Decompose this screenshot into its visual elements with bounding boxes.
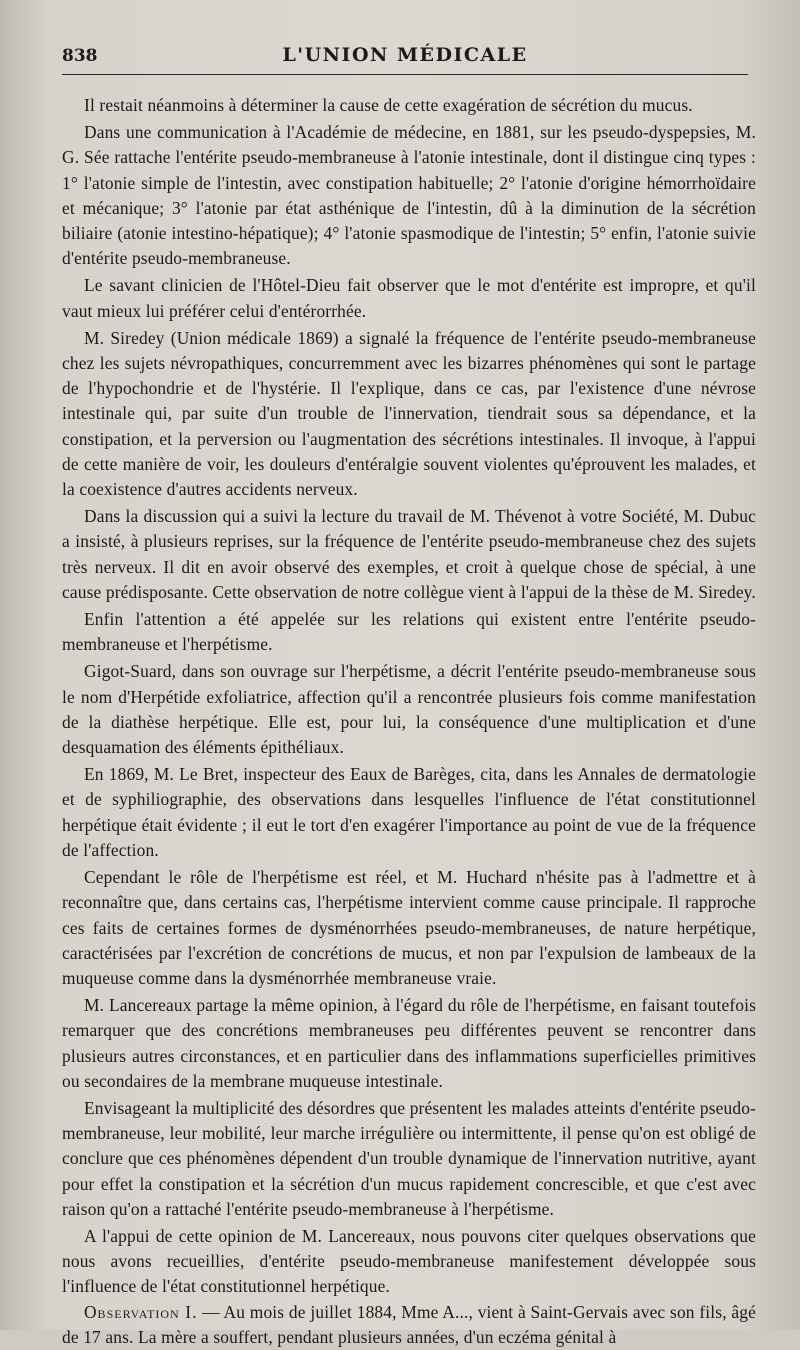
paragraph: En 1869, M. Le Bret, inspecteur des Eaux de Barèges, cita, dans les Annales de dermatologie et de syphiliographie, des observations dans lesquelles l'influence de l'état constitutionnel herpétique était évidente ; il eut le tort d'en exagérer l'importance au point de vue de la fréquence de l'affection.	[62, 764, 756, 860]
paragraph: Gigot-Suard, dans son ouvrage sur l'herpétisme, a décrit l'entérite pseudo-membraneuse sous le nom d'Herpétide exfoliatrice, affection qu'il a rencontrée plusieurs fois comme manifestation de la diathèse herpétique. Elle est, pour lui, la conséquence d'une multiplication et d'une desquamation des éléments épithéliaux.	[62, 661, 756, 758]
observation-text: — Au mois de juillet 1884, Mme A..., vient à Saint-Gervais avec son fils, âgé de 17 ans. La mère a souffert, pendant plusieurs années, d'un eczéma génital à	[62, 1301, 757, 1347]
paragraph: Il restait néanmoins à déterminer la cause de cette exagération de sécrétion du mucus.	[84, 95, 693, 115]
paragraph: M. Siredey (Union médicale 1869) a signalé la fréquence de l'entérite pseudo-membraneuse chez les sujets névropathiques, concurremment avec les bizarres phénomènes qui sont le partage de l'hypochondrie et de l'hystérie. Il l'explique, dans ce cas, par l'existence d'une névrose intestinale qui, par suite d'un trouble de l'innervation, tiendrait sous sa dépendance, et la constipation, et la perversion ou l'augmentation des sécrétions intestinales. Il invoque, à l'appui de cette manière de voir, les douleurs d'entéralgie souvent violentes qu'éprouvent les malades, et la coexistence d'autres accidents nerveux.	[62, 327, 756, 500]
paragraph: A l'appui de cette opinion de M. Lancereaux, nous pouvons citer quelques observations que nous avons recueillies, d'entérite pseudo-membraneuse manifestement développée sous l'influence de l'état constitutionnel herpétique.	[62, 1225, 756, 1297]
paragraph: Le savant clinicien de l'Hôtel-Dieu fait observer que le mot d'entérite est impropre, et qu'il vaut mieux lui préférer celui d'entérorrhée.	[62, 275, 756, 321]
paragraph: M. Lancereaux partage la même opinion, à l'égard du rôle de l'herpétisme, en faisant toutefois remarquer que des concrétions membraneuses peu différentes peuvent se rencontrer dans plusieurs autres circonstances, et en particulier dans des inflammations superficielles primitives ou secondaires de la membrane muqueuse intestinale.	[62, 995, 756, 1091]
running-title: L'UNION MÉDICALE	[282, 44, 528, 66]
page-number: 838	[62, 46, 98, 66]
paragraph: Dans la discussion qui a suivi la lecture du travail de M. Thévenot à votre Société, M. Dubuc a insisté, à plusieurs reprises, sur la fréquence de l'entérite pseudo-membraneuse chez des sujets très nerveux. Il dit en avoir observé des exemples, et croit à quelque chose de spécial, à une cause prédisposante. Cette observation de notre collègue vient à l'appui de la thèse de M. Siredey.	[62, 506, 756, 602]
paragraph: Envisageant la multiplicité des désordres que présentent les malades atteints d'entérite pseudo-membraneuse, leur mobilité, leur marche irrégulière ou intermittente, il pense qu'on est obligé de conclure que ces phénomènes dépendent d'un trouble dynamique de l'innervation nutritive, ayant pour effet la constipation et la sécrétion d'un mucus rapidement concrescible, et que c'est avec raison qu'on a rattaché l'entérite pseudo-membraneuse à l'herpétisme.	[62, 1097, 756, 1219]
page-header	[62, 40, 748, 75]
paragraph: Cependant le rôle de l'herpétisme est réel, et M. Huchard n'hésite pas à l'admettre et à reconnaître que, dans certains cas, l'herpétisme intervient comme cause principale. Il rapproche ces faits de certaines formes de dysménorrhées pseudo-membraneuses, de nature herpétique, caractérisées par l'excrétion de concrétions de mucus, et non par l'expulsion de lambeaux de la muqueuse comme dans la dysménorrhée membraneuse vraie.	[62, 867, 756, 988]
paragraph: Dans une communication à l'Académie de médecine, en 1881, sur les pseudo-dyspepsies, M. G. Sée rattache l'entérite pseudo-membraneuse à l'atonie intestinale, dont il distingue cinq types : 1° l'atonie simple de l'intestin, avec constipation habituelle; 2° l'atonie d'origine hémorrhoïdaire et mécanique; 3° l'atonie par état asthénique de l'intestin, dû à la diminution de la sécrétion biliaire (atonie intestino-hépatique); 4° l'atonie spasmodique de l'intestin; 5° enfin, l'atonie suivie d'entérite pseudo-membraneuse.	[62, 122, 756, 269]
observation-heading: Observation I.	[84, 1301, 198, 1322]
paragraph: Enfin l'attention a été appelée sur les relations qui existent entre l'entérite pseudo-membraneuse et l'herpétisme.	[62, 609, 756, 655]
article-body	[62, 93, 756, 1350]
observation-paragraph	[62, 1300, 756, 1350]
